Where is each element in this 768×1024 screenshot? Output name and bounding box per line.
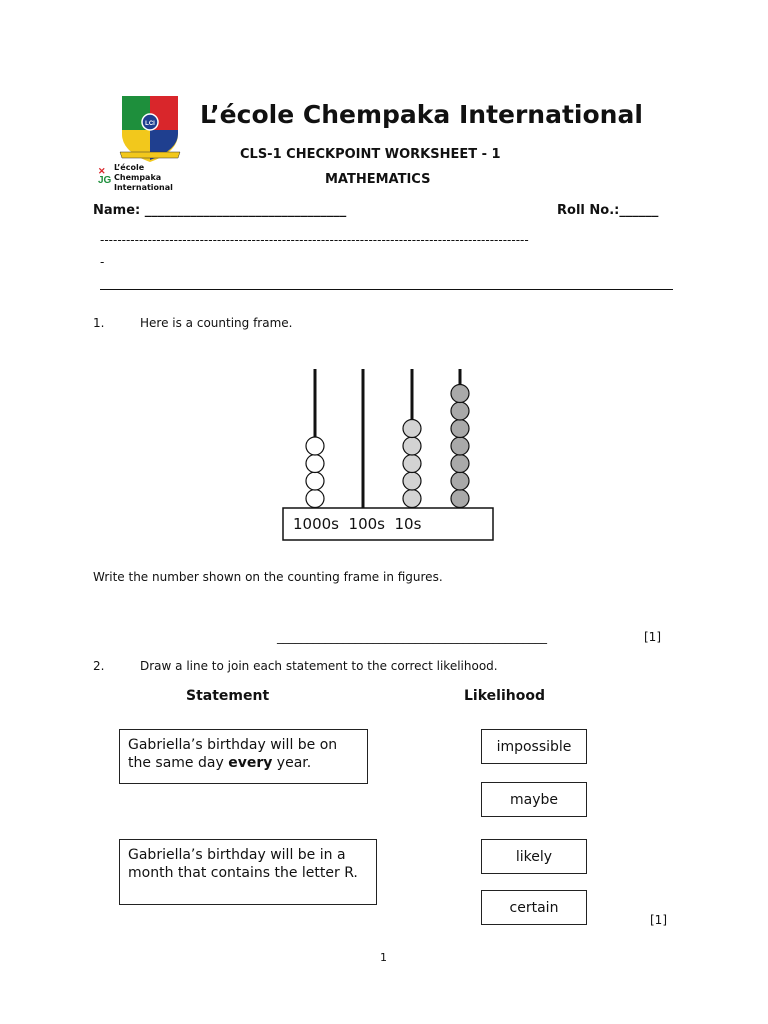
dashed-separator: --------------------------------------------------------------------------------------------------- [100,233,529,247]
likelihood-header: Likelihood [464,688,545,704]
bead-10s-3 [403,455,421,473]
name-field[interactable]: Name: _______________________________ [93,203,347,218]
bead-ones-4 [451,437,469,455]
question-1-text: Here is a counting frame. [140,316,293,330]
bead-ones-5 [451,420,469,438]
school-name: L’école Chempaka International [200,100,643,129]
likelihood-impossible-label: impossible [496,738,572,755]
bead-ones-2 [451,472,469,490]
bead-10s-2 [403,472,421,490]
worksheet-title: CLS-1 CHECKPOINT WORKSHEET - 1 [240,147,501,162]
page-number: 1 [380,951,387,964]
roll-number-field[interactable]: Roll No.:______ [557,203,659,218]
statement-1-text-end: year. [272,755,312,771]
statement-box-1[interactable] [119,729,368,784]
likelihood-likely[interactable] [481,839,587,874]
bead-1000s-2 [306,472,324,490]
statement-header: Statement [186,688,270,704]
dashed-separator-tail: - [100,255,105,269]
statement-2-text: Gabriella’s birthday will be in a month that contains the letter R. [128,847,358,881]
bead-1000s-4 [306,437,324,455]
statement-box-2[interactable] [119,839,377,905]
svg-text:LCI: LCI [145,121,155,127]
statement-1-bold: every [228,755,273,771]
question-1-instruction: Write the number shown on the counting frame in figures. [93,570,443,584]
likelihood-impossible[interactable] [481,729,587,764]
likelihood-maybe[interactable] [481,782,587,817]
bead-10s-5 [403,420,421,438]
bead-ones-1 [451,490,469,508]
bead-10s-1 [403,490,421,508]
question-1-mark: [1] [644,630,661,644]
answer-line[interactable]: _____________________________________________ [277,630,547,644]
svg-text:JG: JG [98,175,112,185]
likelihood-maybe-label: maybe [509,791,558,808]
question-2-number: 2. [93,659,105,673]
likelihood-likely-label: likely [515,848,553,865]
question-2-mark: [1] [650,913,667,927]
statement-1-text-start: Gabriella’s birthday will be on the same day [128,737,338,771]
bead-ones-3 [451,455,469,473]
likelihood-certain-label: certain [509,899,559,916]
bead-10s-4 [403,437,421,455]
svg-text:✕: ✕ [98,166,106,176]
frame-label: 1000s 100s 10s [293,515,422,533]
bead-1000s-3 [306,455,324,473]
bead-ones-6 [451,402,469,420]
question-2-text: Draw a line to join each statement to the correct likelihood. [140,659,498,673]
logo-text: L’école Chempaka International [114,163,173,192]
likelihood-certain[interactable] [481,890,587,925]
question-1-number: 1. [93,316,105,330]
bead-ones-7 [451,385,469,403]
solid-separator [100,289,673,290]
bead-1000s-1 [306,490,324,508]
subject-title: MATHEMATICS [325,172,431,187]
